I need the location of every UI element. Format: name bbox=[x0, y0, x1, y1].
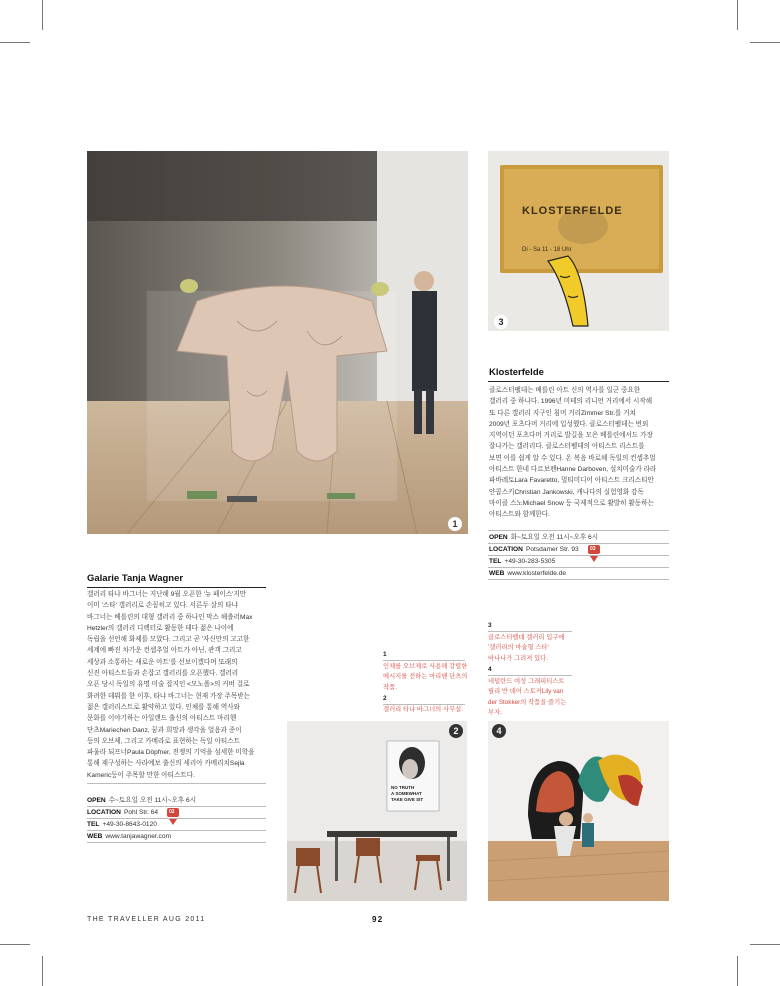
info-tel: TEL +49-30-8643-0120 bbox=[87, 821, 157, 828]
info-tel: TEL +49-30-283-5305 bbox=[489, 558, 556, 565]
crop-mark bbox=[750, 42, 780, 43]
caption-2: 갤러리 타냐 바그너의 사무실. bbox=[383, 706, 463, 713]
section-rule bbox=[87, 587, 266, 588]
section-title-klosterfelde: Klosterfelde bbox=[489, 367, 544, 378]
map-pin-number: 02 bbox=[169, 809, 175, 815]
crop-mark bbox=[42, 956, 43, 986]
crop-mark bbox=[750, 944, 780, 945]
caption-number: 3 bbox=[488, 622, 492, 629]
info-web: WEB www.tanjawagner.com bbox=[87, 833, 171, 840]
section-rule bbox=[488, 381, 669, 382]
info-location: LOCATION Potsdamer Str. 93 bbox=[489, 546, 579, 553]
photo-graffiti-artwork bbox=[488, 721, 669, 901]
map-pin-number: 03 bbox=[590, 546, 596, 552]
caption-rule bbox=[383, 660, 465, 661]
footer-magazine: THE TRAVELLER AUG 2011 bbox=[87, 916, 206, 923]
info-divider bbox=[488, 579, 669, 580]
page-number: 92 bbox=[372, 915, 384, 924]
photo-number-badge: 3 bbox=[494, 315, 508, 329]
crop-mark bbox=[737, 0, 738, 30]
crop-mark bbox=[0, 42, 30, 43]
klosterfelde-body: 클로스터펠데는 베를린 아트 신의 역사를 일군 중요한 갤러리 중 하나다. 1996년 미테의 리니언 거리에서 시작해 또 다른 갤러리 지구인 침머 거리Zimmer Str.를 거쳐 2009년 포츠다머 거리에 입성했다. 클로스터펠데는 번외 지역이던 포츠다머 거리로 발길을 모은 베를린에서도 가장 잘나가는 갤러리다. 클로스터펠데의 아티스트 리스트를 보면 이를 쉽게 알 수 있다. 온 복음 바로해 독일의 컨셉추얼 아티스트 한네 다르보펜Hanne Darboven, 설치미술가 라라 파바레토Lara Favaretto, 멀티미디어 아티스트 크리스티안 얀콥스키Christian Jankowski, 캐나다의 실험영화 감독 마이클 스노Michael Snow 등 국제적으로 활발히 활동하는 아티스트와 함께한다. bbox=[489, 387, 657, 519]
crop-mark bbox=[0, 944, 30, 945]
caption-number: 4 bbox=[488, 666, 492, 673]
map-pin-icon bbox=[588, 545, 600, 568]
caption-rule bbox=[488, 631, 572, 632]
caption-3: 클로스터펠데 갤러리 입구에 '갤러리의 마술형 스타' 바나나가 그려져 있다. bbox=[488, 634, 565, 662]
sign-title: KLOSTERFELDE bbox=[522, 205, 623, 217]
section-title-tanja-wagner: Galarie Tanja Wagner bbox=[87, 573, 184, 584]
artwork-text: NO TRUTH A SOMEWHAT TAKE GIVE SIT bbox=[391, 785, 424, 802]
caption-4: 네덜란드 여성 그래피티스트 릴리 반 데어 스토커Lily van der Stokker의 작품을 즐기는 부자. bbox=[488, 678, 567, 717]
crop-mark bbox=[737, 956, 738, 986]
caption-number: 2 bbox=[383, 695, 387, 702]
sign-hours: Di - Sa 11 - 18 Uhr bbox=[522, 247, 572, 253]
photo-gallery-installation bbox=[87, 151, 468, 534]
caption-number: 1 bbox=[383, 651, 387, 658]
tanja-wagner-body: 갤러리 타냐 바그너는 지난해 9월 오픈한 '뉴 페이스'지만 이미 '스타' 갤러리로 손꼽히고 있다. 서른두 살의 타냐 바그너는 베를린의 대형 갤러리 중 하나인 막스 헤츨러Max Hetzler의 갤러리 디렉터로 활동한 데다 젊은 나이에 독립을 선언해 화제를 모았다. 그리고 곧 '자신만의 고고한 세계에 빠진 차가운 컨셉추얼 아트가 아닌, 관객 그리고 세상과 소통하는 새로운 아트'를 선보이겠다며 또래의 신진 아티스트들과 손잡고 갤러리를 오픈했다. 갤러리 오픈 당시 독일의 유명 미술 잡지인 <모노폴>의 커버 걸로 화려한 데뷔를 한 이후, 타냐 바그너는 현재 가장 주목받는 젊은 갤러리스트로 활약하고 있다. 인체를 통해 역사와 문화를 이야기하는 아일랜드 출신의 아티스트 마리헨 단츠Mariechen Danz, 꿈과 희망과 생각을 얼음과 종이 등의 오브제, 그리고 카메라로 표현하는 독일 아티스트 파울라 되프너Paula Döpfner, 전쟁의 기억을 섬세한 미학을 통해 재구성하는 사라예보 출신의 세리아 카메리치Sejla Kameric등이 주목할 만한 아티스트다. bbox=[87, 591, 255, 779]
photo-number-badge: 2 bbox=[449, 724, 463, 738]
caption-rule bbox=[488, 675, 572, 676]
info-divider bbox=[87, 842, 266, 843]
photo-office bbox=[287, 721, 467, 901]
info-open: OPEN 화~토요일 오전 11시~오후 6시 bbox=[489, 534, 599, 541]
photo-number-badge: 1 bbox=[448, 517, 462, 531]
photo-number-badge: 4 bbox=[492, 724, 506, 738]
map-pin-icon bbox=[167, 808, 179, 831]
info-location: LOCATION Pohl Str. 64 bbox=[87, 809, 159, 816]
info-divider bbox=[488, 530, 669, 531]
crop-mark bbox=[42, 0, 43, 30]
info-web: WEB www.klosterfelde.de bbox=[489, 570, 567, 577]
caption-1: 인체를 오브제로 사용해 강렬한 메시지를 전하는 마리헨 단츠의 작품. bbox=[383, 663, 468, 691]
info-open: OPEN 수~토요일 오전 11시~오후 6시 bbox=[87, 797, 197, 804]
info-divider bbox=[87, 783, 266, 784]
photo-klosterfelde-sign bbox=[488, 151, 669, 331]
